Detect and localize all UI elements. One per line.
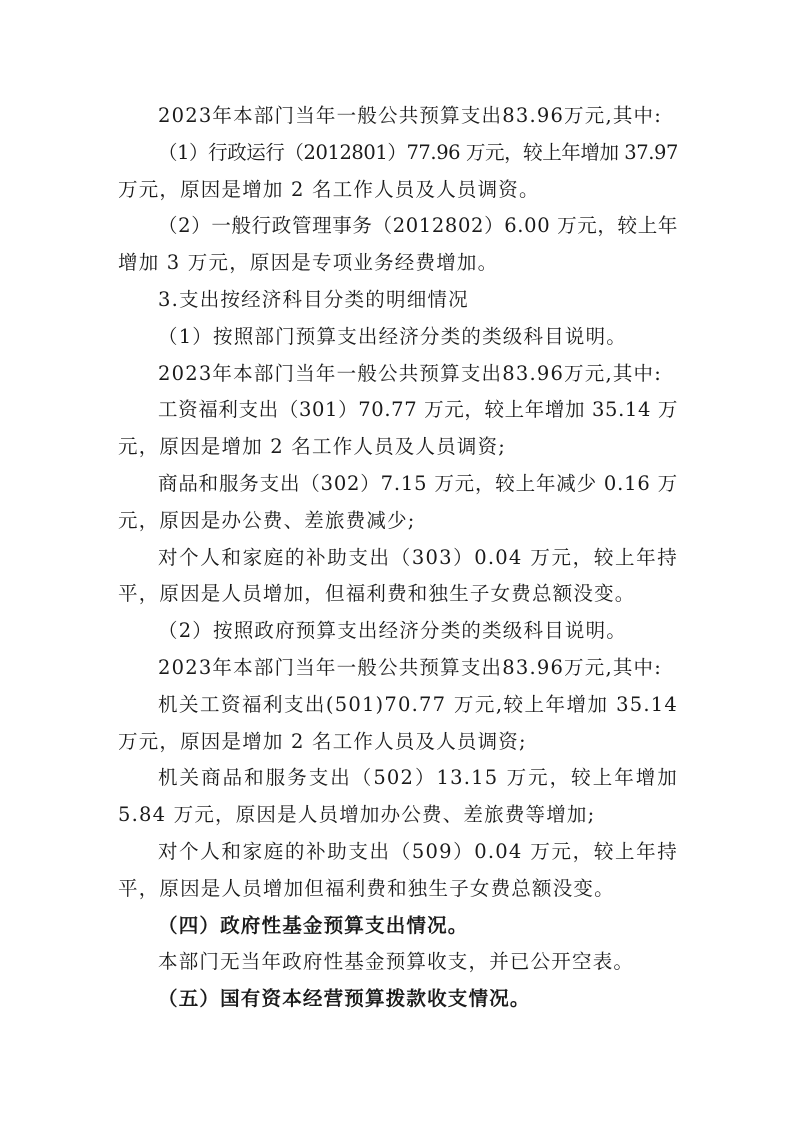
paragraph-line: （2）一般行政管理事务（2012802）6.00 万元，较上年 [158, 214, 678, 238]
paragraph-line: 5.84 万元，原因是人员增加办公费、差旅费等增加; [118, 803, 596, 827]
paragraph-line: 万元，原因是增加 2 名工作人员及人员调资; [118, 729, 527, 753]
section-heading: （五）国有资本经营预算拨款收支情况。 [158, 987, 531, 1011]
subsection-heading: （1）按照部门预算支出经济分类的类级科目说明。 [158, 324, 628, 348]
paragraph-line: 元，原因是办公费、差旅费减少; [118, 508, 416, 532]
paragraph-line: 商品和服务支出（302）7.15 万元，较上年减少 0.16 万 [158, 471, 678, 495]
paragraph-line: （1）行政运行（2012801）77.96 万元，较上年增加 37.97 [158, 140, 678, 164]
paragraph-line: 对个人和家庭的补助支出（303）0.04 万元，较上年持 [158, 545, 678, 569]
paragraph-line: 平，原因是人员增加，但福利费和独生子女费总额没变。 [118, 582, 636, 606]
paragraph-line: 增加 3 万元，原因是专项业务经费增加。 [118, 251, 499, 275]
paragraph-line: 2023年本部门当年一般公共预算支出83.96万元,其中: [158, 655, 663, 679]
document-body [118, 98, 678, 1018]
paragraph-line: 工资福利支出（301）70.77 万元，较上年增加 35.14 万 [158, 398, 678, 422]
paragraph-line: 元，原因是增加 2 名工作人员及人员调资; [118, 435, 507, 459]
paragraph-line: 本部门无当年政府性基金预算收支，并已公开空表。 [158, 950, 635, 974]
paragraph-line: 2023年本部门当年一般公共预算支出83.96万元,其中: [158, 361, 663, 385]
paragraph-line: 平，原因是人员增加但福利费和独生子女费总额没变。 [118, 876, 615, 900]
subsection-heading: （2）按照政府预算支出经济分类的类级科目说明。 [158, 619, 628, 643]
section-heading: 3.支出按经济科目分类的明细情况 [158, 287, 469, 311]
paragraph-line: 2023年本部门当年一般公共预算支出83.96万元,其中: [158, 104, 663, 127]
paragraph-line: 对个人和家庭的补助支出（509）0.04 万元，较上年持 [158, 839, 678, 863]
paragraph-line: 万元，原因是增加 2 名工作人员及人员调资。 [118, 177, 540, 201]
paragraph-line: 机关工资福利支出(501)70.77 万元,较上年增加 35.14 [158, 692, 678, 716]
paragraph-line: 机关商品和服务支出（502）13.15 万元，较上年增加 [158, 766, 678, 790]
section-heading: （四）政府性基金预算支出情况。 [158, 913, 469, 937]
